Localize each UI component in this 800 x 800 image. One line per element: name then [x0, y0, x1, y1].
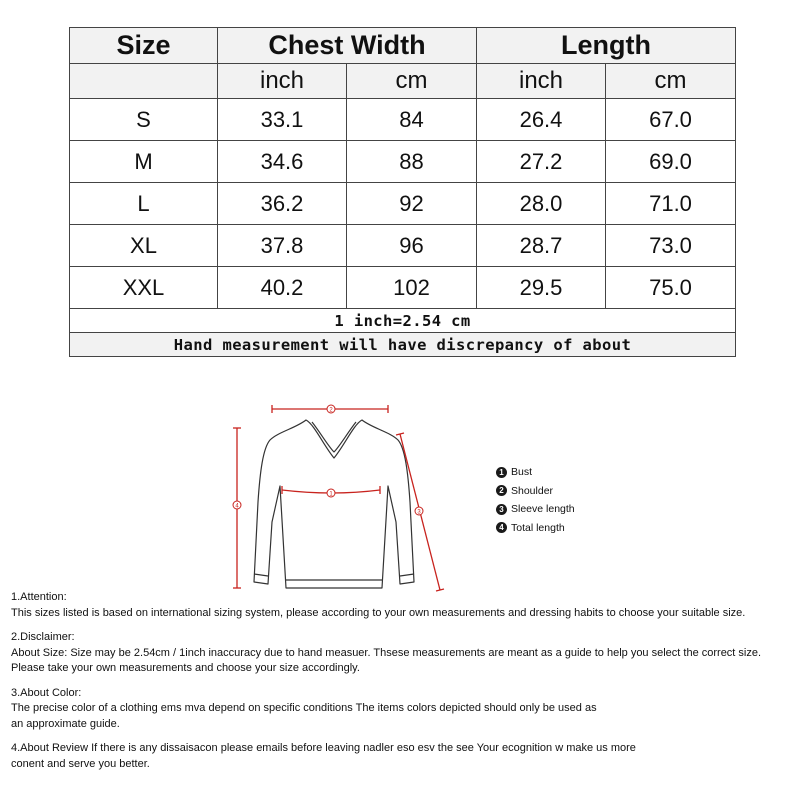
length-cm-cell: 73.0 [606, 225, 736, 267]
color-text: The precise color of a clothing ems mva depend on specific conditions The items colors depicted should only be used as [11, 702, 597, 714]
length-inch-cell: 28.7 [477, 225, 606, 267]
chest-inch-cell: 36.2 [218, 183, 347, 225]
size-cell: S [70, 99, 218, 141]
discrepancy-row [70, 333, 736, 357]
table-row [70, 99, 736, 141]
length-inch-cell: 28.0 [477, 183, 606, 225]
disclaimer-text: About Size: Size may be 2.54cm / 1inch inaccuracy due to hand measuer. Thsese measurements are meant as a guide to help you select the correct size. [11, 646, 762, 659]
table-row [70, 225, 736, 267]
sleeve-marker-number: 3 [417, 509, 421, 516]
table-row [70, 141, 736, 183]
length-inch-cell: 29.5 [477, 267, 606, 309]
unit-header: cm [606, 64, 736, 99]
legend-item [496, 500, 575, 519]
conversion-note: 1 inch=2.54 cm [70, 309, 736, 333]
attention-title: 1.Attention: [11, 591, 67, 603]
attention-note [11, 590, 800, 621]
review-note [11, 741, 800, 772]
length-cm-cell: 71.0 [606, 183, 736, 225]
legend-number-icon: 3 [496, 504, 507, 515]
chest-width-header: Chest Width [218, 28, 477, 64]
unit-header: inch [218, 64, 347, 99]
legend-item [496, 463, 575, 482]
unit-header: cm [347, 64, 477, 99]
chest-cm-cell: 102 [347, 267, 477, 309]
disclaimer-title: 2.Disclaimer: [11, 631, 75, 643]
bust-measure [282, 486, 380, 498]
size-header: Size [70, 28, 218, 64]
unit-row [70, 64, 736, 99]
chest-cm-cell: 88 [347, 141, 477, 183]
bust-marker-number: 1 [329, 491, 333, 498]
discrepancy-note: Hand measurement will have discrepancy of about [70, 333, 736, 357]
notes-section [11, 590, 800, 781]
color-text: an approximate guide. [11, 717, 120, 730]
unit-blank [70, 64, 218, 99]
conversion-row [70, 309, 736, 333]
shoulder-marker-number: 2 [329, 407, 333, 414]
length-header: Length [477, 28, 736, 64]
length-cm-cell: 67.0 [606, 99, 736, 141]
chest-cm-cell: 96 [347, 225, 477, 267]
chest-inch-cell: 33.1 [218, 99, 347, 141]
color-note [11, 686, 800, 733]
review-text: conent and serve you better. [11, 757, 150, 770]
unit-header: inch [477, 64, 606, 99]
legend-number-icon: 1 [496, 467, 507, 478]
legend-label: Sleeve length [511, 503, 575, 516]
legend-item [496, 519, 575, 538]
disclaimer-note [11, 630, 800, 677]
total-length-marker-number: 4 [235, 503, 239, 510]
size-cell: L [70, 183, 218, 225]
chest-inch-cell: 34.6 [218, 141, 347, 183]
sweater-outline [254, 420, 414, 588]
table-row [70, 267, 736, 309]
legend-number-icon: 4 [496, 522, 507, 533]
sleeve-length-measure [396, 433, 444, 591]
size-cell: M [70, 141, 218, 183]
chest-inch-cell: 40.2 [218, 267, 347, 309]
color-title: 3.About Color: [11, 686, 82, 699]
total-length-measure [233, 428, 241, 588]
legend-label: Shoulder [511, 484, 554, 497]
chest-inch-cell: 37.8 [218, 225, 347, 267]
attention-text: This sizes listed is based on international sizing system, please according to your own measurements and dressing habits to choose your suitable size. [11, 606, 746, 619]
legend-label: Total length [511, 521, 565, 534]
table-row [70, 183, 736, 225]
legend-number-icon: 2 [496, 485, 507, 496]
size-cell: XL [70, 225, 218, 267]
length-inch-cell: 26.4 [477, 99, 606, 141]
legend-item [496, 482, 575, 501]
length-cm-cell: 69.0 [606, 141, 736, 183]
review-text: 4.About Review If there is any dissaisacon please emails before leaving nadler eso esv the see Your ecognition w make us more [11, 742, 636, 754]
chest-cm-cell: 84 [347, 99, 477, 141]
length-cm-cell: 75.0 [606, 267, 736, 309]
legend-label: Bust [511, 466, 533, 479]
shoulder-measure [272, 405, 388, 414]
diagram-legend [496, 463, 575, 537]
size-chart-table [69, 27, 736, 357]
disclaimer-text: Please take your own measurements and choose your size accordingly. [11, 662, 360, 674]
header-row [70, 28, 736, 64]
chest-cm-cell: 92 [347, 183, 477, 225]
length-inch-cell: 27.2 [477, 141, 606, 183]
size-cell: XXL [70, 267, 218, 309]
